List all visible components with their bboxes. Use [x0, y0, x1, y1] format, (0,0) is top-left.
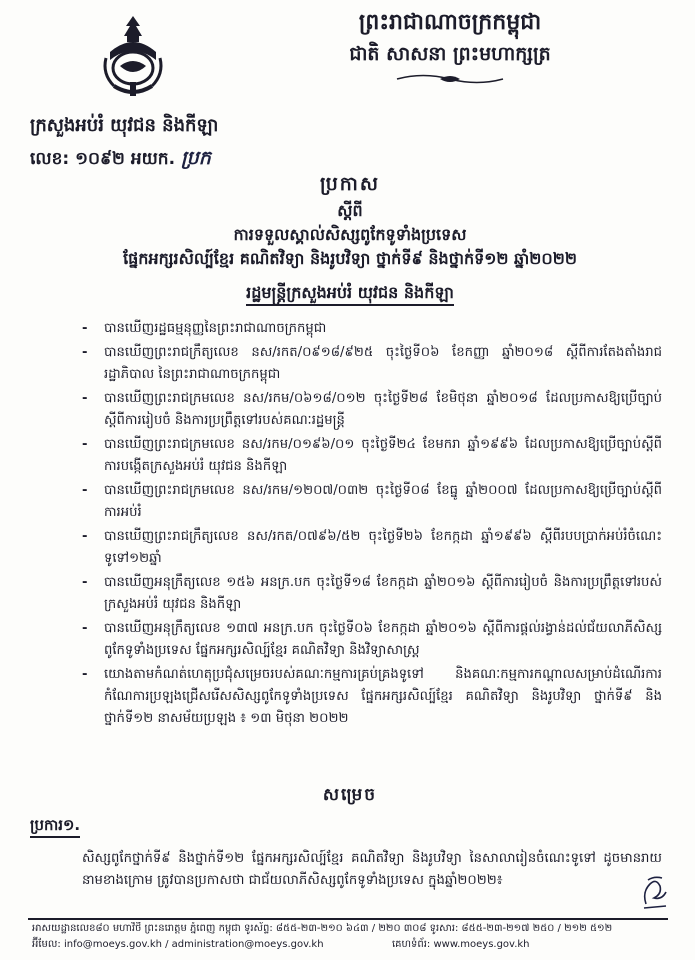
ministry-name: ក្រសួងអប់រំ យុវជន និងកីឡា — [30, 115, 219, 136]
citation-item: - យោងតាមកំណត់ហេតុប្រជុំសម្រេចរបស់គណៈកម្មការគ្រប់គ្រងទូទៅ និងគណៈកម្មការកណ្ដាលសម្រាប់ដំណើរការកំណែការប្រឡងជ្រើសរើសសិស្សពូកែទូទាំងប្រទេស ផ្នែកអក្សរសិល្ប៍ខ្មែរ គណិតវិទ្យា និងរូបវិទ្យា ថ្នាក់ទី៩ និងថ្នាក់ទី១២ នាសម័យប្រឡង ៖ ១៣ មិថុនា ២០២២ — [82, 664, 662, 730]
ref-handwritten: ប្រក — [180, 147, 211, 169]
national-motto: ជាតិ សាសនា ព្រះមហាក្សត្រ — [349, 43, 551, 65]
citation-item: - បានឃើញព្រះរាជក្រមលេខ នស/រកម/០៦១៨/០១២ ចុះថ្ងៃទី២៨ ខែមិថុនា ឆ្នាំ២០១៨ ដែលប្រកាសឱ្យប្រើច្បាប់ស្តីពីការរៀបចំ និងការប្រព្រឹត្តទៅរបស់គណៈរដ្ឋមន្ត្រី — [82, 388, 662, 432]
website-contact — [392, 938, 530, 952]
citation-item: - បានឃើញព្រះរាជក្រឹត្យលេខ នស/រកត/០៧៩៦/៥២ ចុះថ្ងៃទី២៦ ខែកក្កដា ឆ្នាំ១៩៩៦ ស្តីពីរបបប្រាក់អប់រំចំណេះទូទៅ១២ឆ្នាំ — [82, 526, 662, 570]
ref-number: ១០៩២ — [75, 149, 125, 169]
website-link[interactable]: www.moeys.gov.kh — [433, 939, 530, 950]
handwritten-initial-icon — [640, 874, 670, 912]
citation-item: - បានឃើញព្រះរាជក្រមលេខ នស/រកម/០១៩៦/០១ ចុះថ្ងៃទី២៤ ខែមករា ឆ្នាំ១៩៩៦ ដែលប្រកាសឱ្យប្រើច្បាប់ស្តីពីការបង្កើតក្រសួងអប់រំ យុវជន និងកីឡា — [82, 434, 662, 478]
subject-line-2: ផ្នែកអក្សរសិល្ប៍ខ្មែរ គណិតវិទ្យា និងរូបវិទ្យា ថ្នាក់ទី៩ និងថ្នាក់ទី១២ ឆ្នាំ២០២២ — [123, 249, 577, 268]
footer-address: អាសយដ្ឋានលេខ៨០ មហាវិថី ព្រះនរោត្តម ភ្នំពេញ កម្ពុជា ទូរស័ព្ទ: ៨៥៥-២៣-២១០ ៦៤៣ / ២២០ ៣០៨ ទូរសារ: ៨៥៥-២៣-២១៧ ២៥០ / ២១២ ៥១២ — [32, 923, 613, 934]
citation-item: - បានឃើញអនុក្រឹត្យលេខ ១៥៦ អនក្រ.បក ចុះថ្ងៃទី១៨ ខែកក្កដា ឆ្នាំ២០១៦ ស្តីពីការរៀបចំ និងការប្រព្រឹត្តទៅរបស់ក្រសួងអប់រំ យុវជន និងកីឡា — [82, 572, 662, 616]
citation-item: - បានឃើញអនុក្រឹត្យលេខ ១៣៧ អនក្រ.បក ចុះថ្ងៃទី០៦ ខែកក្កដា ឆ្នាំ២០១៦ ស្តីពីការផ្តល់រង្វាន់ដល់ជ័យលាភីសិស្សពូកែទូទាំងប្រទេស ផ្នែកអក្សរសិល្ប៍ខ្មែរ គណិតវិទ្យា និងវិទ្យាសាស្ត្រ — [82, 618, 662, 662]
ref-label: លេខ: — [30, 149, 70, 169]
on-label: ស្តីពី — [337, 201, 363, 220]
legal-citations-list — [82, 318, 662, 732]
footer-contact — [32, 938, 672, 952]
minister-title: រដ្ឋមន្ត្រីក្រសួងអប់រំ យុវជន និងកីឡា — [246, 283, 454, 306]
email-links[interactable]: info@moeys.gov.kh / administration@moeys.gov.kh — [63, 939, 324, 950]
reference-number — [30, 146, 211, 171]
ornament-divider-icon — [395, 72, 505, 86]
document-type-title: ប្រកាស — [320, 173, 380, 195]
decision-heading: សម្រេច — [322, 785, 378, 805]
article-body: សិស្សពូកែថ្នាក់ទី៩ និងថ្នាក់ទី១២ ផ្នែកអក្សរសិល្ប៍ខ្មែរ គណិតវិទ្យា និងរូបវិទ្យា នៃសាលារៀនចំណេះទូទៅ ដូចមានរាយនាមខាងក្រោម ត្រូវបានប្រកាសថា ជាជ័យលាភីសិស្សពូកែទូទាំងប្រទេស ក្នុងឆ្នាំ២០២២៖ — [82, 851, 662, 888]
article-label: ប្រការ១. — [30, 814, 80, 838]
footer-divider — [28, 918, 668, 920]
kingdom-heading: ព្រះរាជាណាចក្រកម្ពុជា — [358, 10, 542, 35]
ref-suffix: អយក. — [130, 149, 176, 169]
website-label: គេហទំព័រ: — [392, 939, 431, 950]
citation-item: - បានឃើញព្រះរាជក្រមលេខ នស/រកម/១២០៧/០៣២ ចុះថ្ងៃទី០៨ ខែធ្នូ ឆ្នាំ២០០៧ ដែលប្រកាសឱ្យប្រើច្បាប់ស្តីពីការអប់រំ — [82, 480, 662, 524]
subject-line-1: ការទទួលស្គាល់សិស្សពូកែទូទាំងប្រទេស — [233, 225, 467, 244]
minister-heading — [30, 282, 670, 306]
citation-item: - បានឃើញព្រះរាជក្រឹត្យលេខ នស/រកត/០៩១៨/៩២៥ ចុះថ្ងៃទី០៦ ខែកញ្ញា ឆ្នាំ២០១៨ ស្តីពីការតែងតាំងរាជរដ្ឋាភិបាល នៃព្រះរាជាណាចក្រកម្ពុជា — [82, 342, 662, 386]
ministry-emblem-icon — [100, 12, 166, 100]
citation-item: - បានឃើញរដ្ឋធម្មនុញ្ញនៃព្រះរាជាណាចក្រកម្ពុជា — [82, 318, 662, 340]
email-label: អ៊ីមែល: — [32, 939, 61, 950]
